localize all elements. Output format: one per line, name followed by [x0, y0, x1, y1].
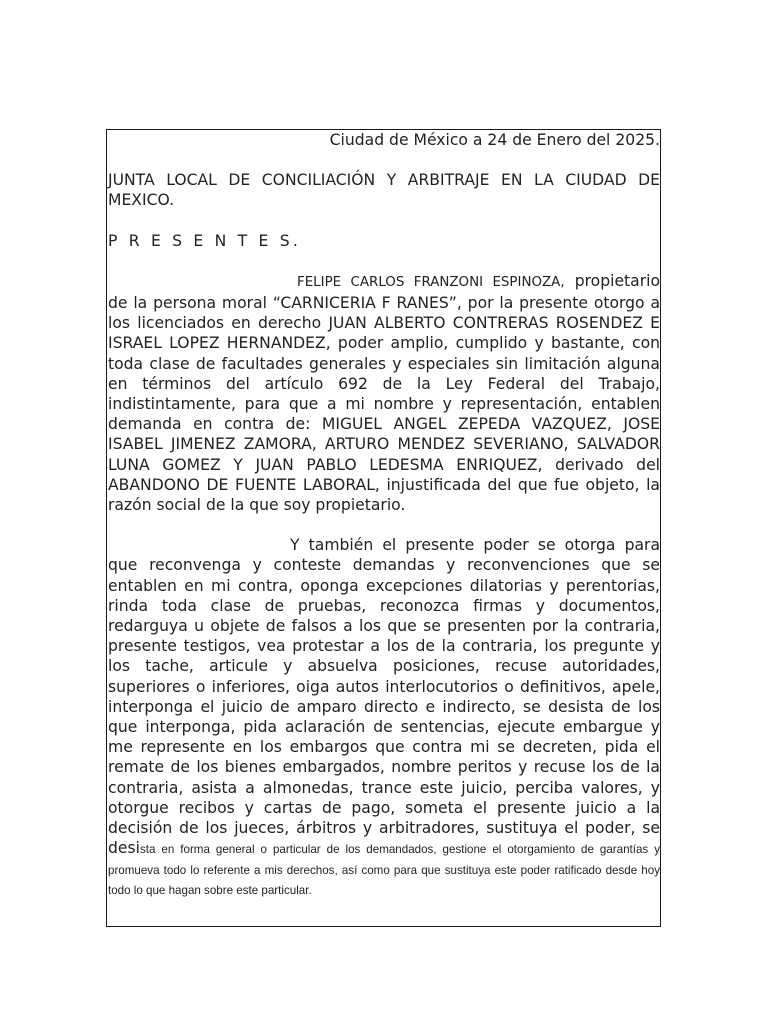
- paragraph-power-grant: [108, 271, 660, 515]
- addressee-heading: JUNTA LOCAL DE CONCILIACIÓN Y ARBITRAJE EN LA CIUDAD DE MEXICO.: [108, 171, 660, 210]
- paragraph-faculties: [108, 535, 660, 900]
- paragraph-faculties-tail: sta en forma general o particular de los demandados, gestione el otorgamiento de garantías y promueva todo lo referente a mis derechos, así como para que sustituya este poder ratificado desde hoy todo lo que hagan sobre este particular.: [108, 843, 660, 898]
- grantor-name: FELIPE CARLOS FRANZONI ESPINOZA,: [297, 274, 565, 290]
- presentes-heading: P R E S E N T E S.: [108, 231, 301, 250]
- paragraph-faculties-body: Y también el presente poder se otorga para que reconvenga y conteste demandas y reconvenciones que se entablen en mi contra, oponga excepciones dilatorias y perentorias, rinda toda clase de pruebas, reconozca firmas y documentos, redarguya u objete de falsos a los que se presenten por la contraria, presente testigos, vea protestar a los de la contraria, los pregunte y los tache, articule y absuelva posiciones, recuse autoridades, superiores o inferiores, oiga autos interlocutorios o definitivos, apele, interponga el juicio de amparo directo e indirecto, se desista de los que interponga, pida aclaración de sentencias, ejecute embargue y me represente en los embargos que contra mi se decreten, pida el remate de los bienes embargados, nombre peritos y recuse los de la contraria, asista a almonedas, trance este juicio, perciba valores, y otorgue recibos y cartas de pago, someta el presente juicio a la decisión de los jueces, árbitros y arbitradores, sustituya el poder, se desi: [108, 536, 660, 858]
- paragraph-power-grant-body: propietario de la persona moral “CARNICERIA F RANES”, por la presente otorgo a los licenciados en derecho JUAN ALBERTO CONTRERAS ROSENDEZ E ISRAEL LOPEZ HERNANDEZ, poder amplio, cumplido y bastante, con toda clase de facultades generales y especiales sin limitación alguna en términos del artículo 692 de la Ley Federal del Trabajo, indistintamente, para que a mi nombre y representación, entablen demanda en contra de: MIGUEL ANGEL ZEPEDA VAZQUEZ, JOSE ISABEL JIMENEZ ZAMORA, ARTURO MENDEZ SEVERIANO, SALVADOR LUNA GOMEZ Y JUAN PABLO LEDESMA ENRIQUEZ, derivado del ABANDONO DE FUENTE LABORAL, injustificada del que fue objeto, la razón social de la que soy propietario.: [108, 271, 660, 515]
- date-line: Ciudad de México a 24 de Enero del 2025.: [329, 131, 660, 149]
- document-frame: [106, 129, 661, 927]
